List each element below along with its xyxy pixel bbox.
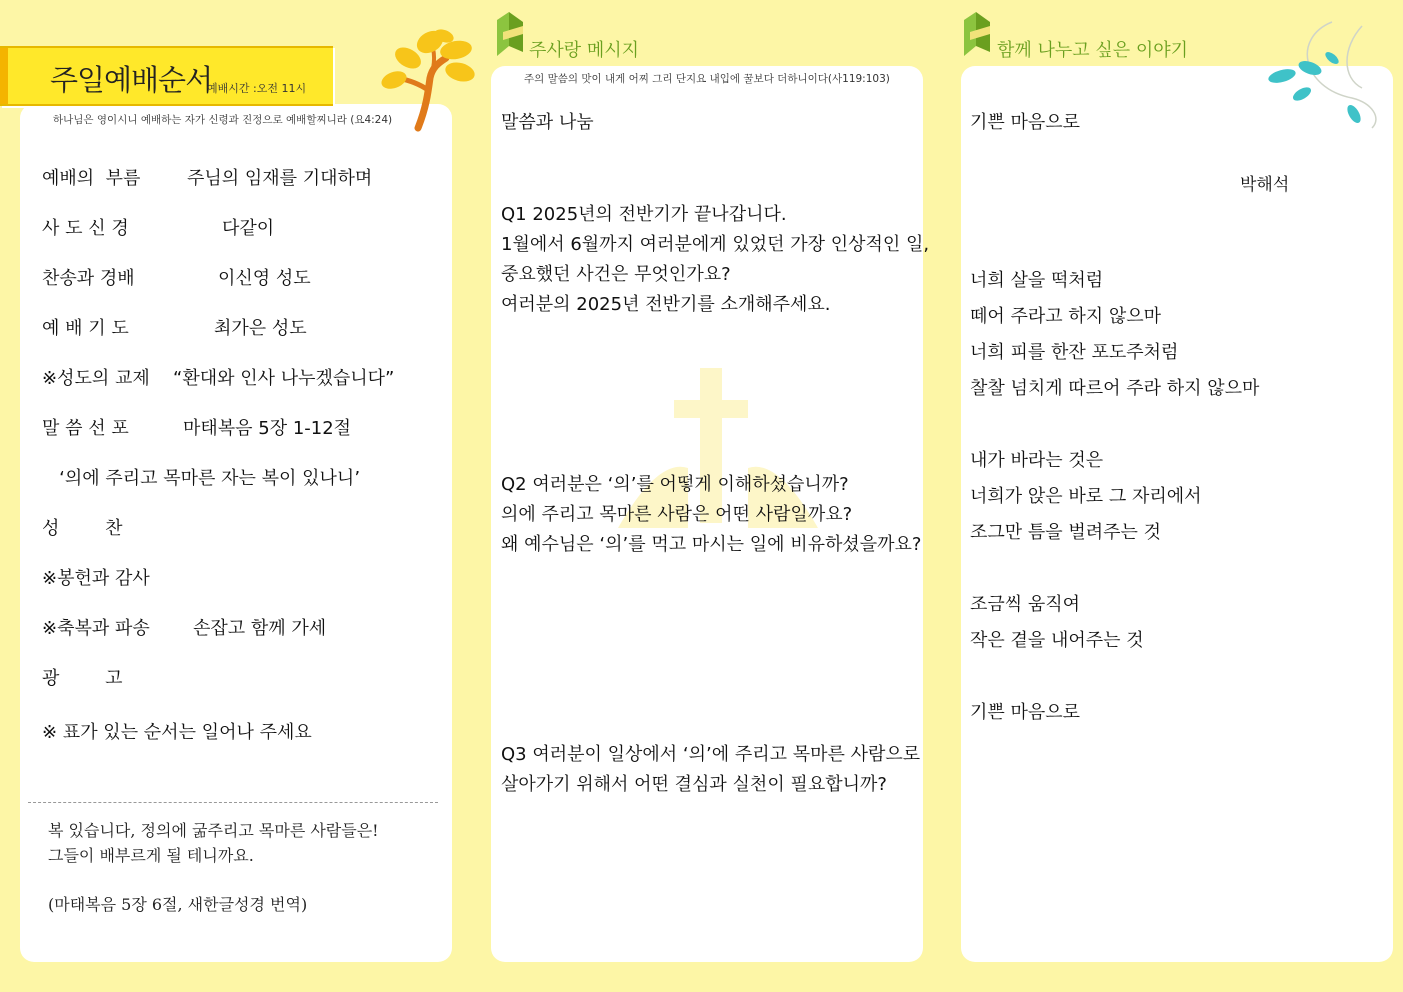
stanza3-line-1: 조금씩 움직여 — [970, 594, 1081, 615]
order-row — [42, 414, 352, 440]
order-item-detail: 마태복음 5장 1-12절 — [183, 418, 352, 439]
q3-line-1: Q3 여러분이 일상에서 ‘의’에 주리고 목마른 사람으로 — [501, 744, 921, 765]
page-title: 주일예배순서 — [50, 63, 213, 97]
order-row — [42, 264, 311, 290]
order-row — [42, 314, 307, 340]
order-item-label: ※성도의 교제 — [42, 368, 150, 389]
poem-closing: 기쁜 마음으로 — [970, 702, 1081, 723]
worship-verse: 하나님은 영이시니 예배하는 자가 신령과 진정으로 예배할찌니라 (요4:24) — [53, 114, 393, 126]
q1-line-2: 1월에서 6월까지 여러분에게 있었던 가장 인상적인 일, — [501, 234, 930, 255]
order-item-detail: 이신영 성도 — [218, 268, 311, 289]
order-row — [42, 214, 275, 240]
q2-line-3: 왜 예수님은 ‘의’를 먹고 마시는 일에 비유하셨을까요? — [501, 534, 922, 555]
order-item-detail: 주님의 임재를 기대하며 — [187, 168, 373, 189]
story-panel — [961, 66, 1393, 962]
stanza2-line-2: 너희가 앉은 바로 그 자리에서 — [970, 486, 1202, 507]
poem-author: 박해석 — [1240, 175, 1290, 195]
order-row — [42, 164, 373, 190]
q1-line-1: Q1 2025년의 전반기가 끝나갑니다. — [501, 204, 787, 225]
q2-line-1: Q2 여러분은 ‘의’를 어떻게 이해하셨습니까? — [501, 474, 849, 495]
order-row — [42, 664, 123, 690]
order-row — [42, 718, 312, 744]
order-item-detail: 다같이 — [222, 218, 275, 239]
blessing-line-1: 복 있습니다, 정의에 굶주리고 목마른 사람들은! — [48, 821, 379, 840]
worship-time: 예배시간 :오전 11시 — [207, 82, 307, 95]
leaf-ornament-icon — [1262, 18, 1392, 130]
stanza1-line-4: 찰찰 넘치게 따르어 주라 하지 않으마 — [970, 378, 1260, 399]
q1-line-4: 여러분의 2025년 전반기를 소개해주세요. — [501, 294, 831, 315]
order-item-label: 예배의 부름 — [42, 168, 141, 189]
tree-icon — [378, 28, 478, 132]
order-item-label: 광 고 — [42, 668, 123, 689]
order-item-label: 성 찬 — [42, 518, 123, 539]
message-verse: 주의 말씀의 맛이 내게 어찌 그리 단지요 내입에 꿀보다 더하니이다(사119:103) — [524, 73, 890, 85]
q2-line-2: 의에 주리고 목마른 사람은 어떤 사람일까요? — [501, 504, 853, 525]
order-row — [42, 614, 327, 640]
message-heading: 말씀과 나눔 — [501, 112, 594, 133]
order-item-label: 예 배 기 도 — [42, 318, 129, 339]
order-row — [42, 464, 360, 490]
book-icon — [960, 12, 994, 58]
stanza1-line-3: 너희 피를 한잔 포도주처럼 — [970, 342, 1179, 363]
stanza2-line-3: 조그만 틈을 벌려주는 것 — [970, 522, 1162, 543]
order-item-detail: 최가은 성도 — [214, 318, 307, 339]
order-item-label: 말 씀 선 포 — [42, 418, 129, 439]
q3-line-2: 살아가기 위해서 어떤 결심과 실천이 필요합니까? — [501, 774, 887, 795]
stanza1-line-2: 떼어 주라고 하지 않으마 — [970, 306, 1162, 327]
story-section-title: 함께 나누고 싶은 이야기 — [997, 40, 1189, 61]
order-item-label: ※봉헌과 감사 — [42, 568, 150, 589]
stanza3-line-2: 작은 곁을 내어주는 것 — [970, 630, 1144, 651]
order-item-detail: 손잡고 함께 가세 — [193, 618, 327, 639]
order-row — [42, 514, 123, 540]
blessing-line-2: 그들이 배부르게 될 테니까요. — [48, 846, 254, 865]
stanza1-line-1: 너희 살을 떡처럼 — [970, 270, 1104, 291]
q1-line-3: 중요했던 사건은 무엇인가요? — [501, 264, 731, 285]
book-icon — [493, 12, 527, 58]
order-item-label: ※ 표가 있는 순서는 일어나 주세요 — [42, 722, 312, 743]
order-row — [42, 364, 395, 390]
stanza2-line-1: 내가 바라는 것은 — [970, 450, 1104, 471]
blessing-reference: (마태복음 5장 6절, 새한글성경 번역) — [48, 895, 308, 914]
order-item-detail: “환대와 인사 나누겠습니다” — [173, 368, 395, 389]
poem-title: 기쁜 마음으로 — [970, 112, 1081, 133]
order-item-label: ‘의에 주리고 목마른 자는 복이 있나니’ — [42, 468, 361, 489]
message-section-title: 주사랑 메시지 — [529, 40, 640, 61]
order-row — [42, 564, 150, 590]
order-item-label: 찬송과 경배 — [42, 268, 135, 289]
divider — [28, 802, 438, 803]
order-item-label: ※축복과 파송 — [42, 618, 150, 639]
order-item-label: 사 도 신 경 — [42, 218, 129, 239]
